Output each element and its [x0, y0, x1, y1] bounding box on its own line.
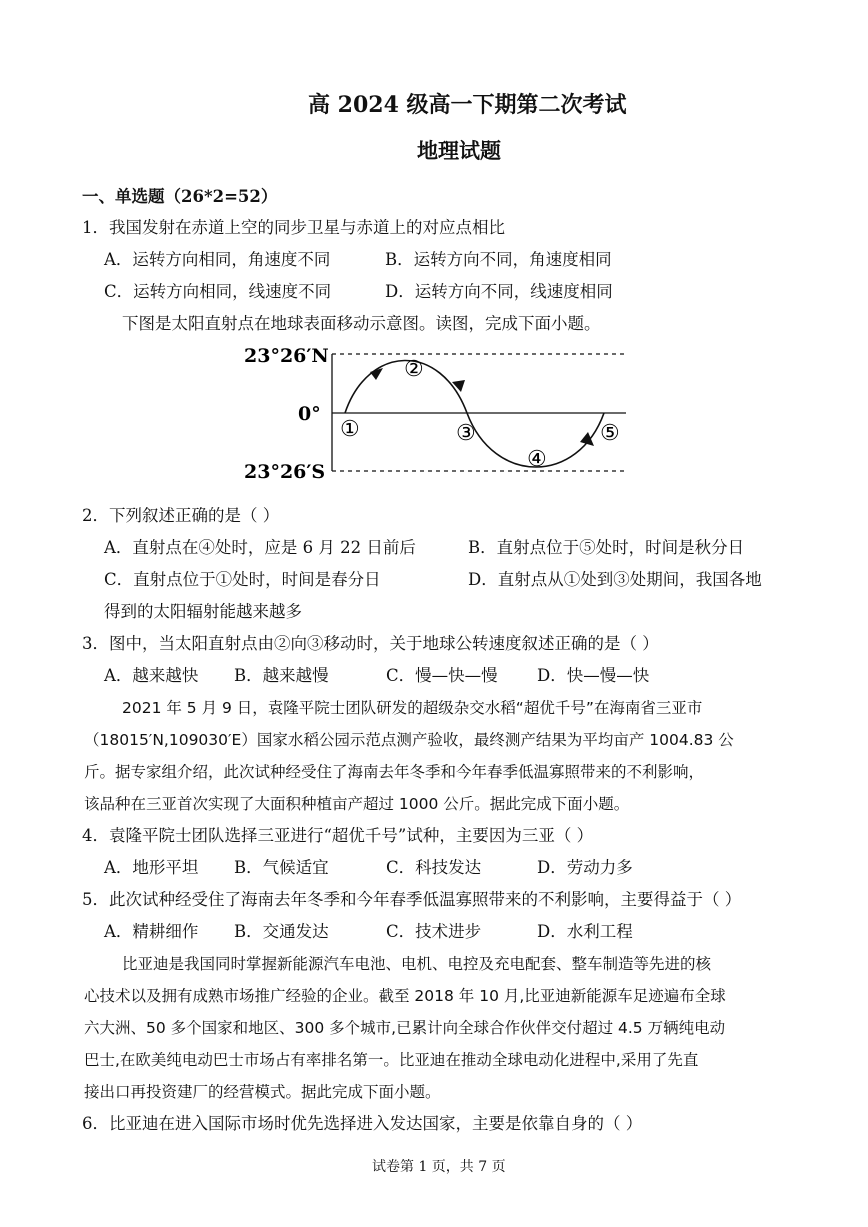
point-1: ①	[340, 417, 360, 442]
q6-stem: 6．比亚迪在进入国际市场时优先选择进入发达国家，主要是依靠自身的（ ）	[82, 1114, 643, 1133]
q1-option-c: C．运转方向相同，线速度不同	[104, 282, 332, 301]
q5-option-c: C．技术进步	[386, 922, 482, 941]
q4-option-c: C．科技发达	[386, 858, 482, 877]
q3-option-c: C．慢—快—慢	[386, 666, 498, 685]
q2-option-d: D．直射点从①处到③处期间，我国各地	[468, 570, 762, 589]
material1-line: 斤。据专家组介绍，此次试种经受住了海南去年冬季和今年春季低温寡照带来的不利影响，	[84, 763, 705, 781]
material1-line: 该品种在三亚首次实现了大面积种植亩产超过 1000 公斤。据此完成下面小题。	[84, 795, 630, 813]
lat-north-label: 23°26′N	[244, 345, 329, 367]
material1-line: 2021 年 5 月 9 日，袁隆平院士团队研发的超级杂交水稻“超优千号”在海南省三亚市	[122, 699, 703, 717]
q3-option-a: A．越来越快	[104, 666, 199, 685]
q1-option-d: D．运转方向不同，线速度相同	[385, 282, 613, 301]
q3-option-b: B．越来越慢	[234, 666, 329, 685]
lat-equator-label: 0°	[298, 403, 321, 425]
material2-line: 心技术以及拥有成熟市场推广经验的企业。截至 2018 年 10 月,比亚迪新能源车足迹遍布全球	[84, 987, 726, 1005]
material1-line: （18015′N,109030′E）国家水稻公园示范点测产验收，最终测产结果为平均亩产 1004.83 公	[84, 731, 734, 749]
point-3: ③	[456, 421, 476, 446]
q2-stem: 2．下列叙述正确的是（ ）	[82, 506, 280, 525]
q4-stem: 4．袁隆平院士团队选择三亚进行“超优千号”试种，主要因为三亚（ ）	[82, 826, 594, 845]
q5-stem: 5．此次试种经受住了海南去年冬季和今年春季低温寡照带来的不利影响，主要得益于（ ）	[82, 890, 742, 909]
material2-line: 巴士,在欧美纯电动巴士市场占有率排名第一。比亚迪在推动全球电动化进程中,采用了先直	[84, 1051, 699, 1069]
q5-option-d: D．水利工程	[537, 922, 633, 941]
q1-option-a: A．运转方向相同，角速度不同	[104, 250, 331, 269]
q3-option-d: D．快—慢—快	[537, 666, 650, 685]
q5-option-a: A．精耕细作	[104, 922, 199, 941]
migration-curve	[345, 360, 604, 467]
material2-line: 比亚迪是我国同时掌握新能源汽车电池、电机、电控及充电配套、整车制造等先进的核	[122, 955, 712, 973]
q1-stem: 1．我国发射在赤道上空的同步卫星与赤道上的对应点相比	[82, 218, 505, 237]
lat-south-label: 23°26′S	[244, 461, 326, 482]
q1-option-b: B．运转方向不同，角速度相同	[385, 250, 612, 269]
point-2: ②	[404, 357, 424, 382]
material2-line: 接出口再投资建厂的经营模式。据此完成下面小题。	[84, 1083, 441, 1101]
arrow-icon	[452, 380, 465, 392]
q2-option-a: A．直射点在④处时，应是 6 月 22 日前后	[104, 538, 416, 557]
exam-title: 高 2024 级高一下期第二次考试	[308, 92, 627, 118]
arrow-icon	[580, 432, 594, 446]
material2-line: 六大洲、50 多个国家和地区、300 多个城市,已累计向全球合作伙伴交付超过 4.5 万辆纯电动	[84, 1019, 726, 1037]
subsolar-point-diagram	[0, 342, 868, 482]
point-5: ⑤	[600, 421, 620, 446]
q5-option-b: B．交通发达	[234, 922, 329, 941]
page-footer: 试卷第 1 页，共 7 页	[372, 1159, 506, 1175]
q2-option-c: C．直射点位于①处时，时间是春分日	[104, 570, 381, 589]
section-title: 一、单选题（26*2=52）	[82, 187, 278, 206]
q3-stem: 3．图中，当太阳直射点由②向③移动时，关于地球公转速度叙述正确的是（ ）	[82, 634, 659, 653]
exam-subject: 地理试题	[417, 138, 501, 163]
figure-intro: 下图是太阳直射点在地球表面移动示意图。读图，完成下面小题。	[122, 314, 601, 333]
q4-option-d: D．劳动力多	[537, 858, 633, 877]
q4-option-a: A．地形平坦	[104, 858, 199, 877]
q2-option-d-continued: 得到的太阳辐射能越来越多	[104, 602, 302, 621]
point-4: ④	[527, 447, 547, 472]
q4-option-b: B．气候适宜	[234, 858, 329, 877]
q2-option-b: B．直射点位于⑤处时，时间是秋分日	[468, 538, 745, 557]
